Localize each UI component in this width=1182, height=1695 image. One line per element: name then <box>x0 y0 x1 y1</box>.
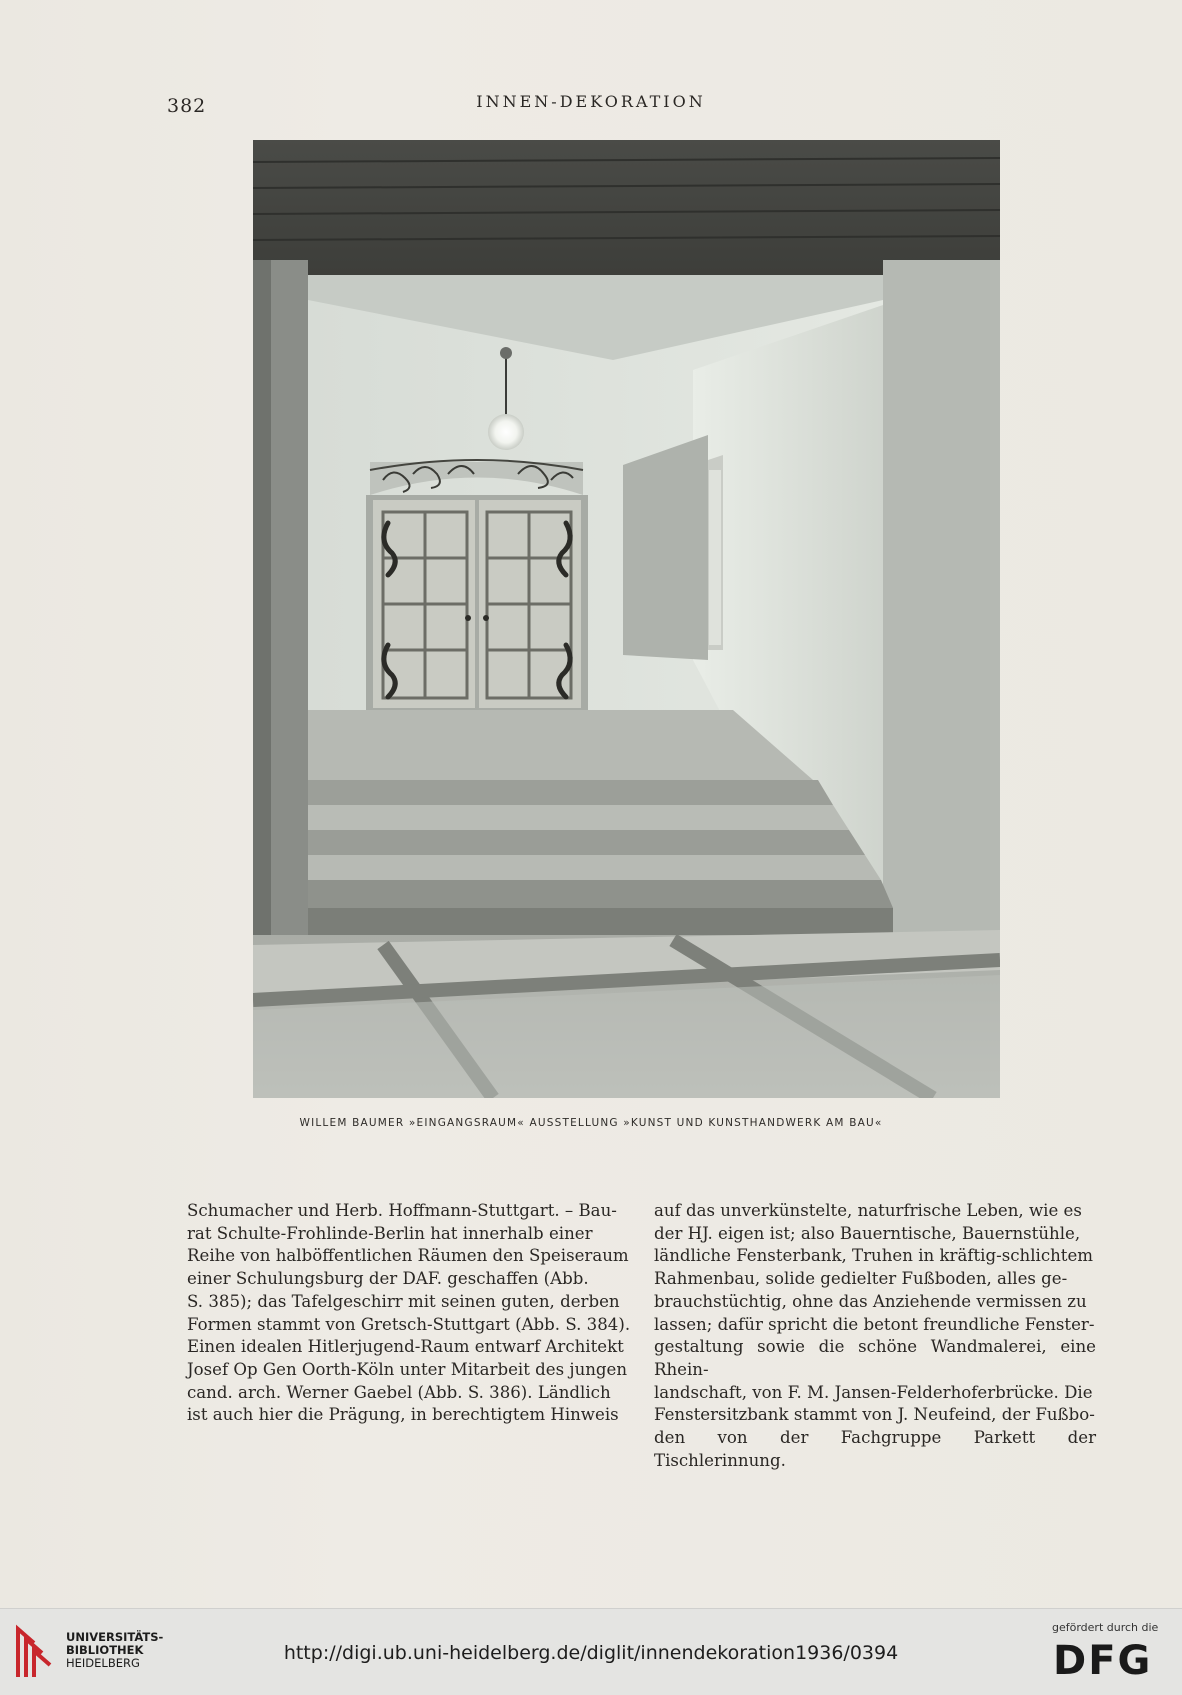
text-line: Rahmenbau, solide gedielter Fußboden, alles ge- <box>654 1269 1068 1289</box>
text-line: Fenstersitzbank stammt von J. Neufeind, der Fußbo- <box>654 1405 1095 1425</box>
text-line: Reihe von halböffentlichen Räumen den Speiseraum <box>187 1246 629 1266</box>
text-line: einer Schulungsburg der DAF. geschaffen (Abb. <box>187 1269 589 1289</box>
running-title: INNEN-DEKORATION <box>476 92 706 111</box>
text-line: cand. arch. Werner Gaebel (Abb. S. 386). Ländlich <box>187 1382 611 1402</box>
text-line: lassen; dafür spricht die betont freundliche Fenster- <box>654 1314 1095 1334</box>
text-line: Schumacher und Herb. Hoffmann-Stuttgart. – Bau- <box>187 1201 617 1220</box>
entrance-hall-photo <box>253 140 1000 1098</box>
figure-caption: WILLEM BAUMER »EINGANGSRAUM« AUSSTELLUNG »KUNST UND KUNSTHANDWERK AM BAU« <box>299 1117 883 1129</box>
viewer-footer <box>0 1608 1182 1695</box>
library-name-line: UNIVERSITÄTS- <box>66 1630 164 1644</box>
text-line: Formen stammt von Gretsch-Stuttgart (Abb. S. 384). <box>187 1314 631 1334</box>
dfg-logo: DFG <box>1053 1638 1153 1684</box>
funding-label: gefördert durch die <box>1052 1621 1159 1634</box>
text-line: ist auch hier die Prägung, in berechtigtem Hinweis <box>187 1405 619 1425</box>
text-line: auf das unverkünstelte, naturfrische Leben, wie es <box>654 1201 1082 1220</box>
text-line: der HJ. eigen ist; also Bauerntische, Bauernstühle, <box>654 1223 1081 1243</box>
text-line: landschaft, von F. M. Jansen-Felderhoferbrücke. Die <box>654 1382 1093 1402</box>
text-line: ländliche Fensterbank, Truhen in kräftig-schlichtem <box>654 1246 1094 1266</box>
text-line: S. 385); das Tafelgeschirr mit seinen guten, derben <box>187 1291 620 1311</box>
text-line: den von der Fachgruppe Parkett der Tischlerinnung. <box>654 1428 1096 1470</box>
body-column-left <box>187 1200 635 1427</box>
text-line: rat Schulte-Frohlinde-Berlin hat innerhalb einer <box>187 1223 593 1243</box>
body-column-right <box>654 1200 1096 1472</box>
permalink-url[interactable]: http://digi.ub.uni-heidelberg.de/diglit/innendekoration1936/0394 <box>283 1642 899 1664</box>
page-number: 382 <box>167 95 207 117</box>
text-line: Einen idealen Hitlerjugend-Raum entwarf Architekt <box>187 1337 624 1357</box>
text-line: gestaltung sowie die schöne Wandmalerei, eine Rhein- <box>654 1337 1096 1379</box>
text-line: Josef Op Gen Oorth-Köln unter Mitarbeit des jungen <box>187 1359 628 1379</box>
library-name-line: HEIDELBERG <box>66 1656 140 1670</box>
text-line: brauchstüchtig, ohne das Anziehende vermissen zu <box>654 1291 1087 1311</box>
library-name-line: BIBLIOTHEK <box>66 1643 144 1657</box>
